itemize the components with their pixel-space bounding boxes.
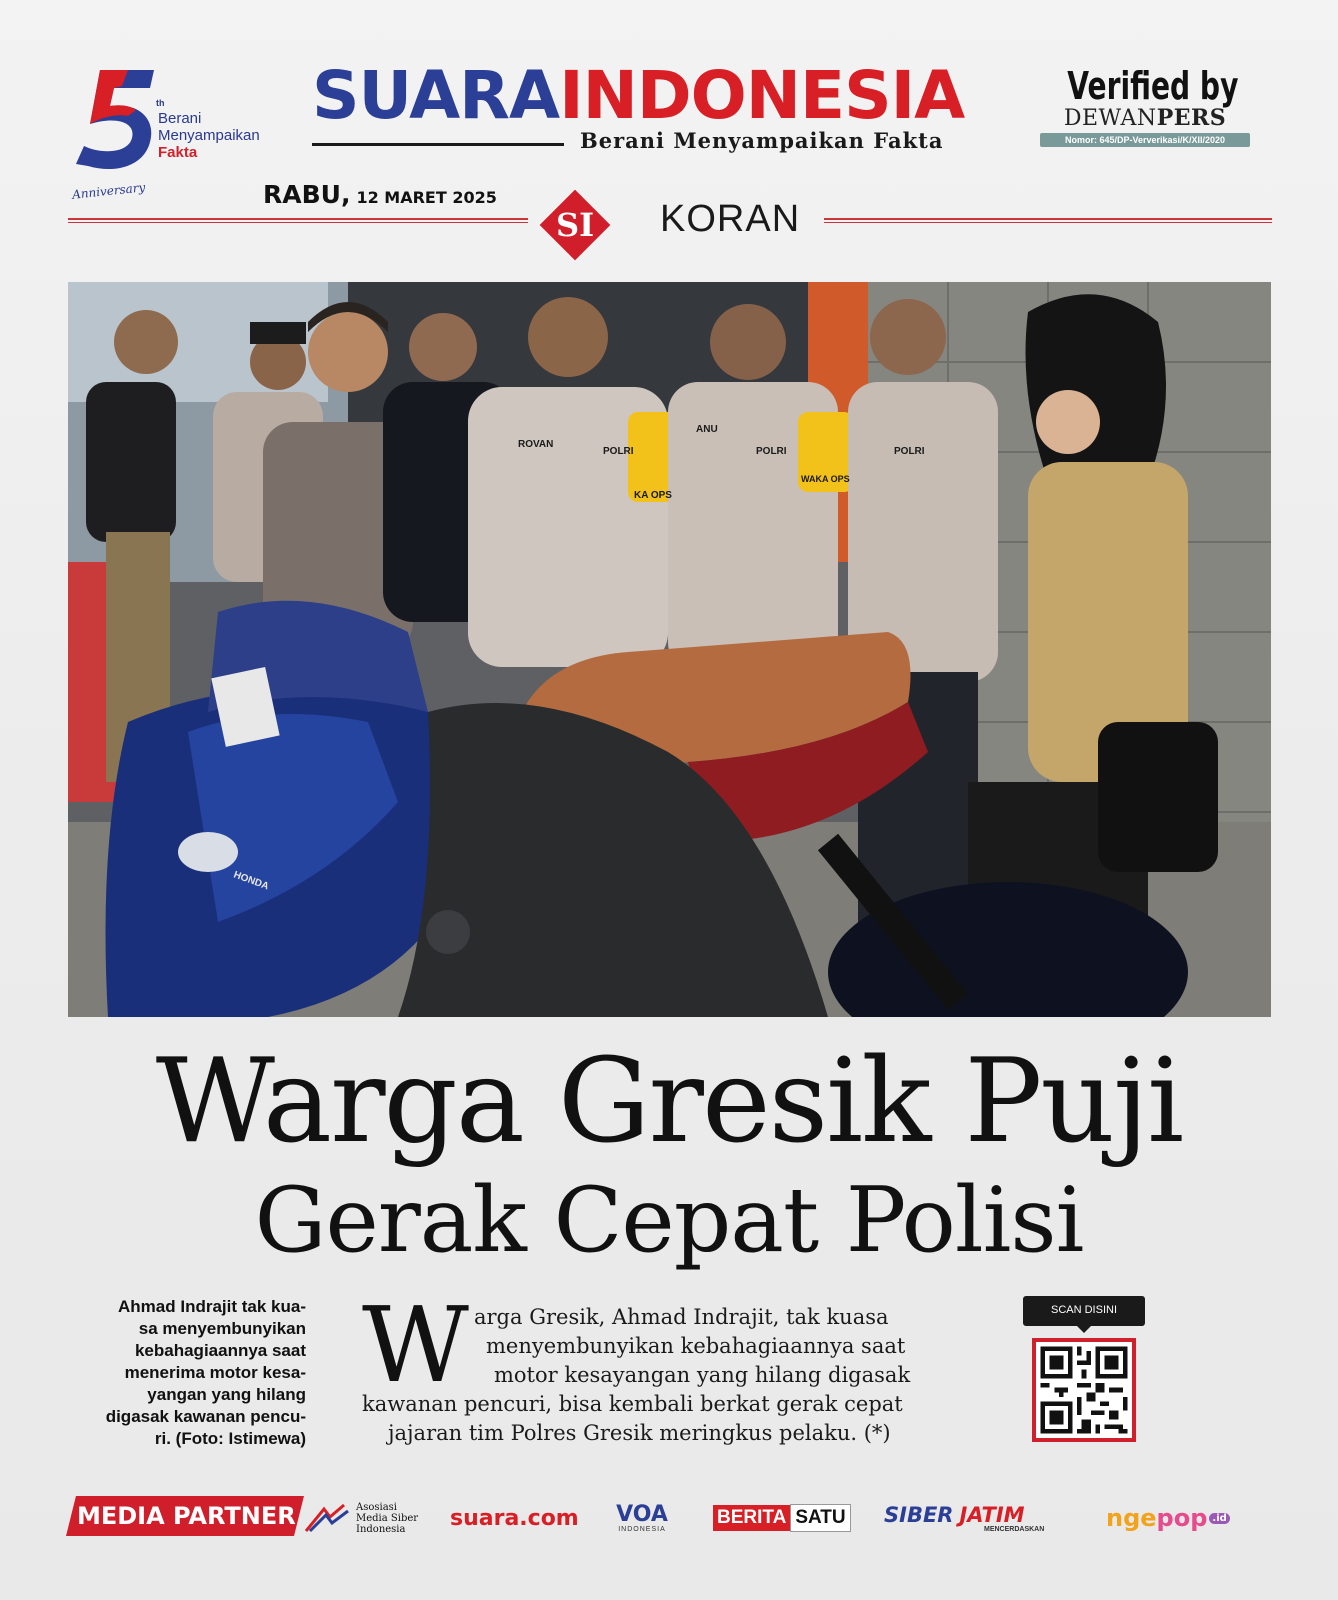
headline-line1: Warga Gresik Puji (155, 1034, 1183, 1169)
date-full: 12 MARET 2025 (356, 188, 497, 207)
partner-voa[interactable]: VOA INDONESIA (616, 1501, 668, 1533)
partner-amsi[interactable]: Asosiasi Media Siber Indonesia (304, 1496, 418, 1540)
verified-badge (1040, 66, 1250, 162)
masthead-title: SUARAINDONESIA (312, 57, 965, 134)
badge-rovan: ROVAN (518, 439, 554, 450)
main-photo (68, 282, 1271, 1017)
badge-anu: ANU (696, 424, 718, 435)
anniversary-logo (70, 66, 290, 216)
lead-line: jajaran tim Polres Gresik meringkus pelaku. (*) (388, 1421, 891, 1445)
lead-paragraph (362, 1284, 982, 1454)
verified-org: DEWANPERS (1063, 105, 1227, 131)
qr-block[interactable] (1023, 1296, 1145, 1460)
photo-caption: Ahmad Indrajit tak kua- sa menyembunyikan kebahagiaannya saat menerima motor kesa- yangan yang hilang digasak kawanan pencu- ri. (Foto: Istimewa) (105, 1297, 306, 1448)
badge-honda: HONDA (231, 869, 271, 893)
badge-waka-ops: WAKA OPS (801, 474, 850, 484)
lead-line: motor kesayangan yang hilang digasak (494, 1363, 911, 1387)
anniversary-tagline: Berani Menyampaikan Fakta (158, 110, 260, 161)
lead-line: menyembunyikan kebahagiaannya saat (486, 1334, 906, 1358)
anniversary-th: th (156, 98, 165, 108)
dateline (263, 180, 497, 209)
badge-ka-ops: KA OPS (634, 490, 672, 501)
section-label: KORAN (660, 198, 801, 240)
lead-line: arga Gresik, Ahmad Indrajit, tak kuasa (474, 1305, 889, 1329)
badge-polri-2: POLRI (756, 446, 787, 457)
divider-left (68, 218, 528, 223)
partner-siberjatim[interactable]: SIBER JATIM MENCERDASKAN (884, 1502, 1045, 1533)
masthead-tagline: Berani Menyampaikan Fakta (580, 128, 944, 153)
anniversary-five-icon (70, 66, 160, 176)
badge-polri-3: POLRI (894, 446, 925, 457)
date-day: RABU, (263, 180, 351, 209)
verified-number: Nomor: 645/DP-Ververikasi/K/XII/2020 (1040, 133, 1250, 147)
drop-cap: W (362, 1284, 469, 1406)
partner-ngepop[interactable]: nge pop .id (1106, 1496, 1230, 1540)
si-label: SI (555, 206, 595, 244)
qr-label: SCAN DISINI (1023, 1296, 1145, 1326)
media-partners-bar (66, 1496, 1272, 1540)
divider-right (824, 218, 1272, 223)
si-badge (540, 190, 610, 260)
badge-polri-1: POLRI (603, 446, 634, 457)
qr-code-icon[interactable] (1032, 1338, 1136, 1442)
masthead-rule (312, 143, 564, 146)
lead-line: kawanan pencuri, bisa kembali berkat gerak cepat (362, 1392, 903, 1416)
partner-beritasatu[interactable]: BERITA SATU (713, 1496, 851, 1540)
amsi-logo-icon (304, 1503, 356, 1533)
anniversary-script: Anniversary (71, 180, 146, 202)
partner-suara[interactable]: suara.com (450, 1505, 579, 1531)
verified-title: Verified by (1067, 64, 1239, 108)
headline-line2: Gerak Cepat Polisi (254, 1168, 1084, 1273)
masthead (312, 57, 1027, 160)
media-partner-label: MEDIA PARTNER (66, 1496, 304, 1536)
